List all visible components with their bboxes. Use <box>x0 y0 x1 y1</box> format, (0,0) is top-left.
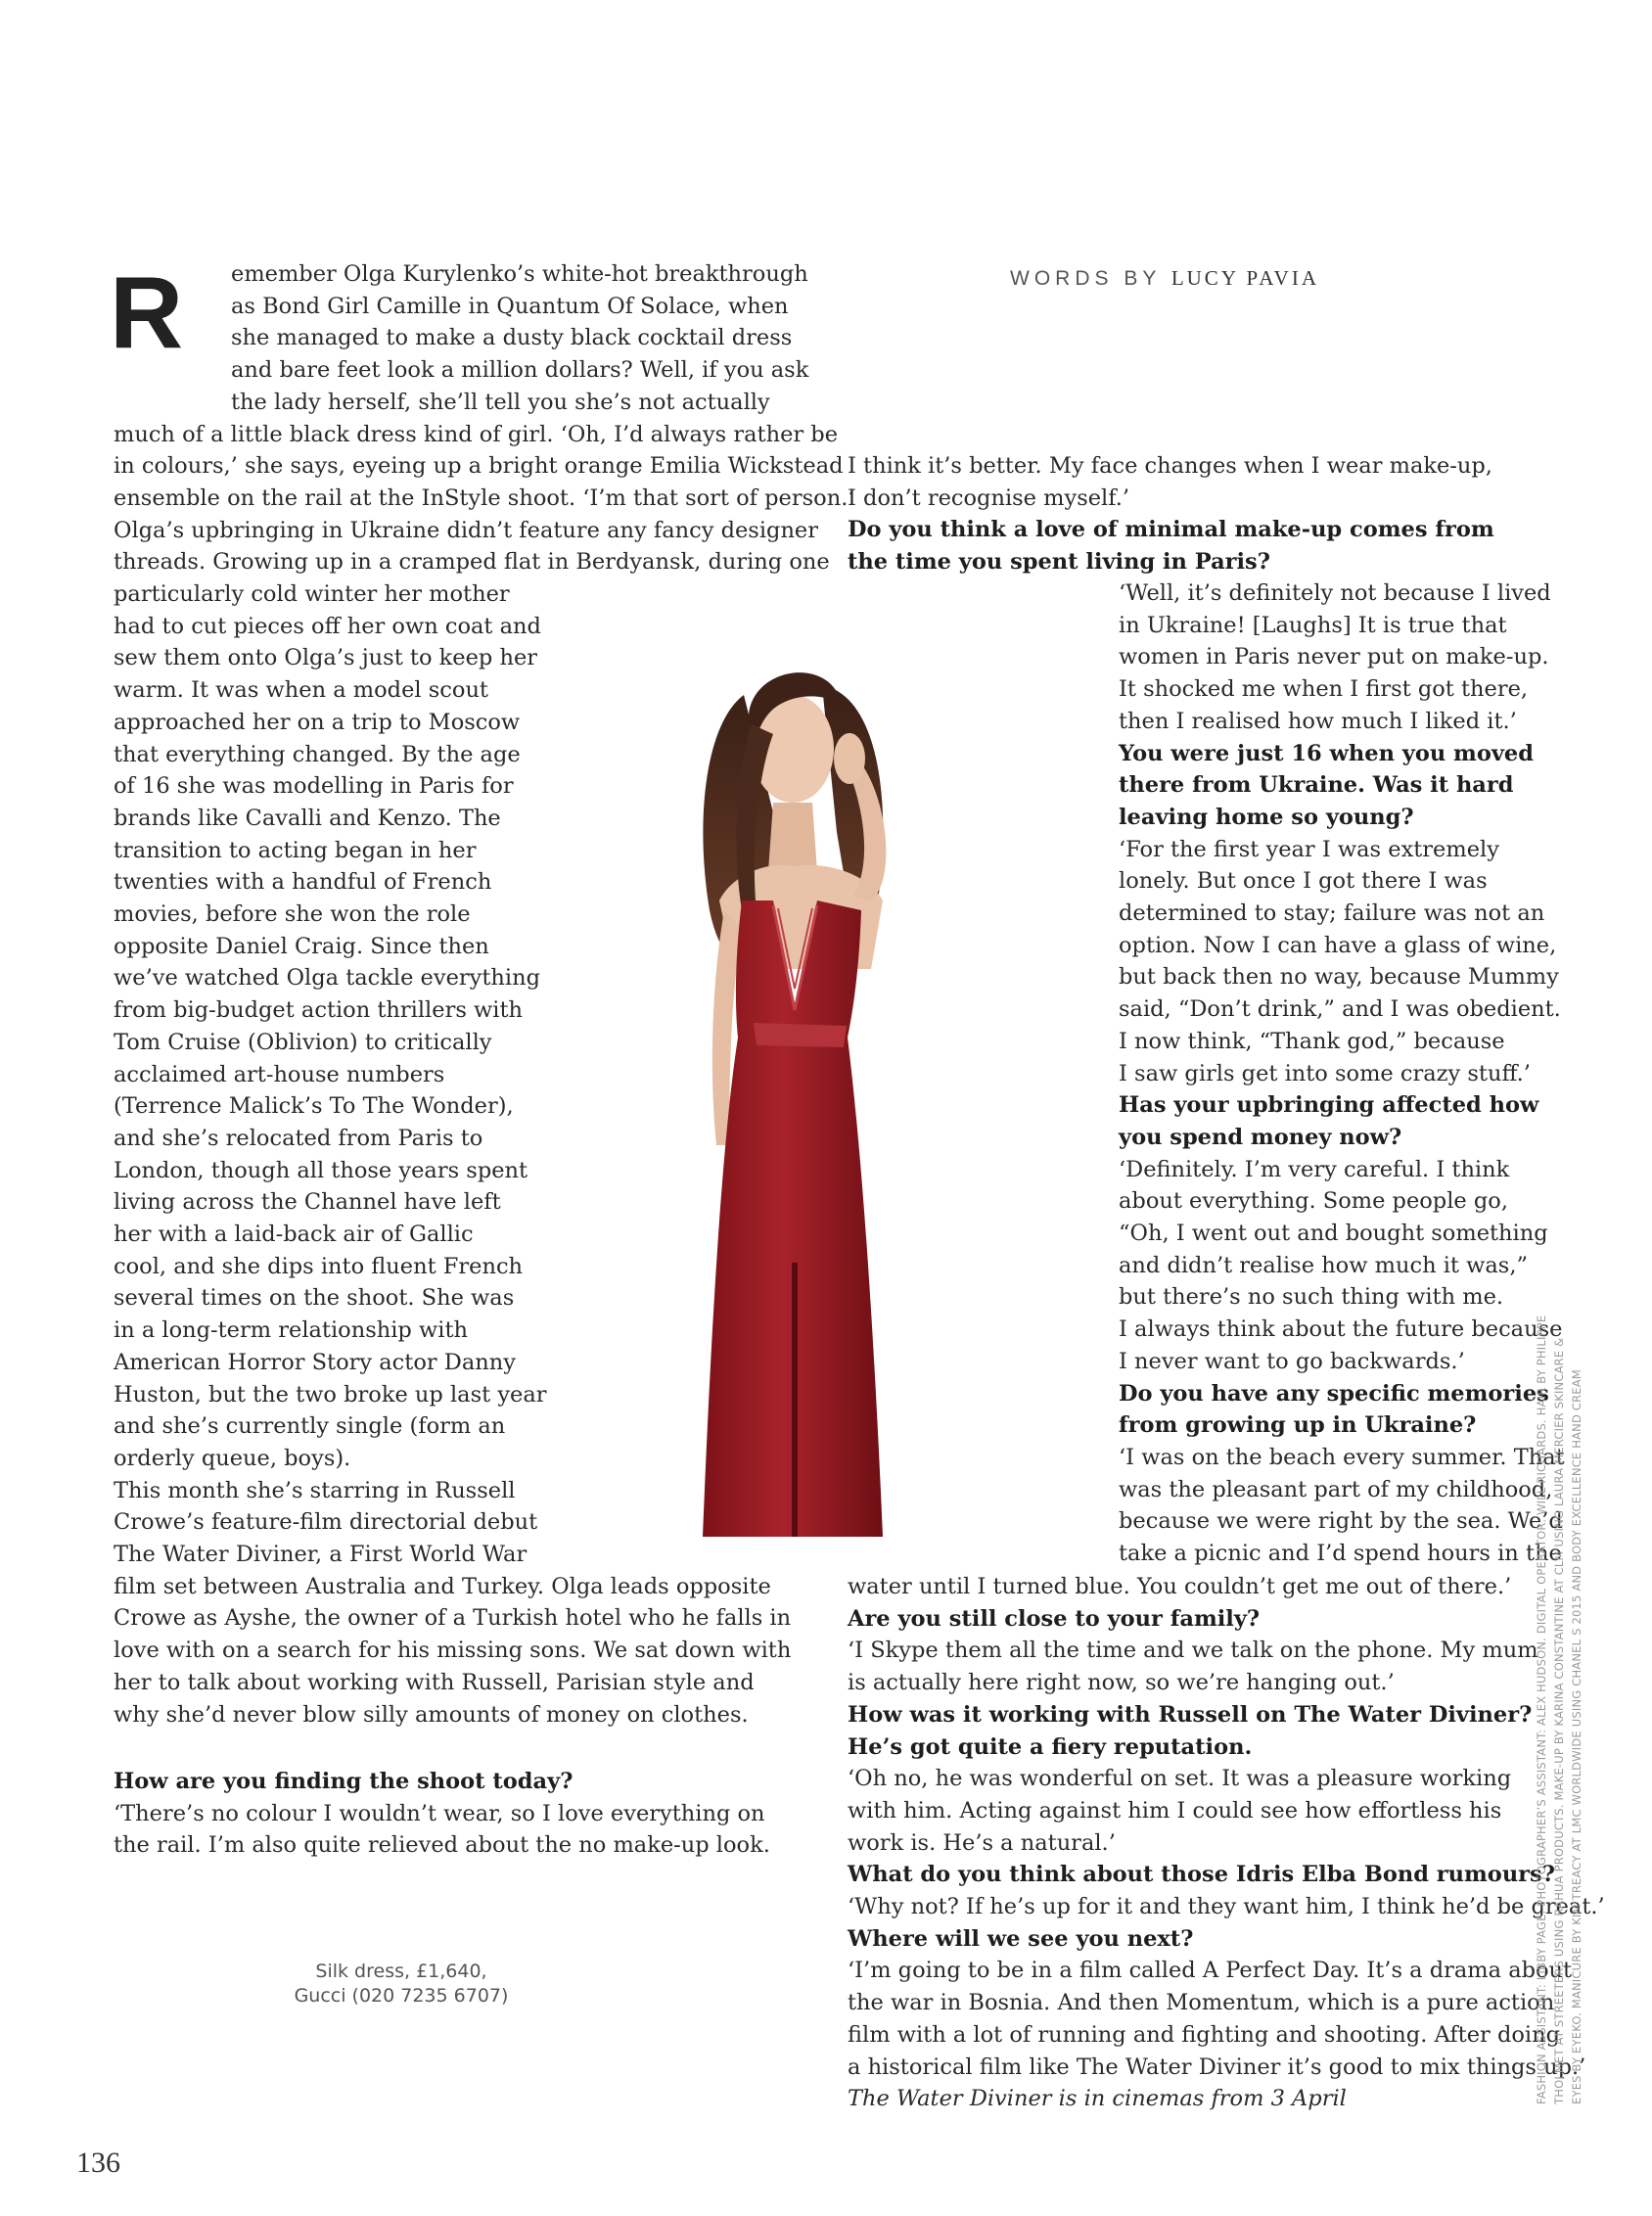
text-line: we’ve watched Olga tackle everything <box>114 965 540 992</box>
text-line: take a picnic and I’d spend hours in the <box>1119 1541 1562 1566</box>
text-line: that everything changed. By the age <box>114 741 521 767</box>
text-line: Crowe as Ayshe, the owner of a Turkish hotel who he falls in <box>114 1605 792 1632</box>
text-line: particularly cold winter her mother <box>114 581 510 607</box>
text-line: much of a little black dress kind of girl. ‘Oh, I’d always rather be <box>114 421 839 447</box>
text-line: film set between Australia and Turkey. Olga leads opposite <box>114 1573 771 1599</box>
text-line: ‘I Skype them all the time and we talk on the phone. My mum <box>848 1638 1538 1664</box>
text-line: orderly queue, boys). <box>114 1445 351 1471</box>
text-line: ensemble on the rail at the InStyle shoot. ‘I’m that sort of person.’ <box>114 485 855 511</box>
text-line: had to cut pieces off her own coat and <box>114 613 541 639</box>
text-line: you spend money now? <box>1119 1124 1402 1150</box>
neck <box>768 803 817 871</box>
text-line: in Ukraine! [Laughs] It is true that <box>1119 612 1507 638</box>
text-line: You were just 16 when you moved <box>1119 740 1534 766</box>
credits-line-2: THOLMET AT STREETERS USING RAHUA PRODUCTS. MAKE-UP BY KARINA CONSTANTINE AT CLM USING LAURA MERCIER SKINCARE & <box>1552 1337 1566 2104</box>
text-line: her with a laid-back air of Gallic <box>114 1222 474 1247</box>
text-line: leaving home so young? <box>1119 804 1414 830</box>
photo-credits <box>1533 1272 1585 2104</box>
text-line: several times on the shoot. She was <box>114 1285 515 1312</box>
text-line: why she’d never blow silly amounts of money on clothes. <box>114 1701 749 1728</box>
text-line: she managed to make a dusty black cocktail dress <box>231 325 793 351</box>
byline <box>1010 266 1319 291</box>
text-line: I don’t recognise myself.’ <box>848 485 1130 511</box>
text-line: sew them onto Olga’s just to keep her <box>114 645 538 671</box>
text-line: her to talk about working with Russell, Parisian style and <box>114 1669 755 1695</box>
credits-line-3: EYES BY EYEKO. MANICURE BY KIM TREACY AT LMC WORLDWIDE USING CHANEL S 2015 AND BODY EXCELLENCE HAND CREAM <box>1570 1369 1583 2104</box>
text-line: He’s got quite a fiery reputation. <box>848 1733 1253 1760</box>
caption-line-2: Gucci (020 7235 6707) <box>294 1985 509 2007</box>
byline-prefix: WORDS BY <box>1010 267 1161 290</box>
text-line: work is. He’s a natural.’ <box>848 1829 1116 1856</box>
text-line: (Terrence Malick’s To The Wonder), <box>114 1093 514 1120</box>
model-photo <box>626 656 979 1537</box>
caption-line-1: Silk dress, £1,640, <box>315 1961 487 1982</box>
text-line: I now think, “Thank god,” because <box>1119 1028 1505 1054</box>
text-line: because we were right by the sea. We’d <box>1119 1508 1563 1535</box>
text-line: of 16 she was modelling in Paris for <box>114 773 514 800</box>
text-line: from big-budget action thrillers with <box>114 997 524 1024</box>
text-line: as Bond Girl Camille in Quantum Of Solace, when <box>231 293 789 319</box>
text-line: then I realised how much I liked it.’ <box>1119 708 1517 734</box>
text-line: in a long-term relationship with <box>114 1317 468 1344</box>
text-line: brands like Cavalli and Kenzo. The <box>114 805 501 831</box>
text-line: This month she’s starring in Russell <box>114 1477 516 1503</box>
text-line: from growing up in Ukraine? <box>1119 1412 1477 1439</box>
text-line: Tom Cruise (Oblivion) to critically <box>114 1029 492 1055</box>
text-line: is actually here right now, so we’re hanging out.’ <box>848 1670 1395 1696</box>
text-line: the time you spent living in Paris? <box>848 549 1270 576</box>
text-line: and bare feet look a million dollars? Well, if you ask <box>231 357 809 384</box>
text-line: ‘Well, it’s definitely not because I lived <box>1119 580 1551 606</box>
text-line: in colours,’ she says, eyeing up a bright orange Emilia Wickstead <box>114 453 844 480</box>
text-line: Do you think a love of minimal make-up comes from <box>848 517 1494 543</box>
text-line: London, though all those years spent <box>114 1157 528 1183</box>
text-line: “Oh, I went out and bought something <box>1119 1221 1548 1246</box>
text-line: threads. Growing up in a cramped flat in Berdyansk, during one <box>114 549 830 576</box>
text-line: I never want to go backwards.’ <box>1119 1348 1465 1374</box>
text-line: The Water Diviner is in cinemas from 3 April <box>848 2086 1347 2112</box>
text-line: the rail. I’m also quite relieved about the no make-up look. <box>114 1832 770 1859</box>
text-line: option. Now I can have a glass of wine, <box>1119 932 1557 958</box>
text-line: lonely. But once I got there I was <box>1119 868 1488 895</box>
text-line: the war in Bosnia. And then Momentum, which is a pure action <box>848 1990 1555 2016</box>
text-line: movies, before she won the role <box>114 901 471 927</box>
text-line: a historical film like The Water Diviner it’s good to mix things up.’ <box>848 2054 1586 2080</box>
text-line: I think it’s better. My face changes when I wear make-up, <box>848 453 1492 479</box>
text-line: ‘For the first year I was extremely <box>1119 836 1499 862</box>
hand <box>834 733 865 784</box>
text-line: opposite Daniel Craig. Since then <box>114 933 489 959</box>
credits-line-1: FASHION ASSISTANT: LIBBY PAGE. PHOTOGRAPHER’S ASSISTANT: ALEX HUDSON. DIGITAL OPERATOR: WILL RICHARDS. HAIR BY PHILIPPE <box>1535 1315 1548 2104</box>
text-line: American Horror Story actor Danny <box>114 1349 516 1375</box>
text-line: What do you think about those Idris Elba Bond rumours? <box>848 1862 1555 1888</box>
text-line: ‘I’m going to be in a film called A Perfect Day. It’s a drama about <box>848 1958 1573 1984</box>
text-line: love with on a search for his missing sons. We sat down with <box>114 1638 792 1664</box>
text-line: with him. Acting against him I could see how effortless his <box>848 1797 1502 1824</box>
photo-caption <box>245 1960 558 2008</box>
text-line: cool, and she dips into fluent French <box>114 1253 524 1279</box>
text-line: twenties with a handful of French <box>114 869 492 896</box>
text-line: acclaimed art-house numbers <box>114 1061 445 1087</box>
text-line: and didn’t realise how much it was,” <box>1119 1252 1528 1278</box>
text-line: transition to acting began in her <box>114 837 477 863</box>
text-line: ‘I was on the beach every summer. That <box>1119 1444 1565 1470</box>
text-line: Where will we see you next? <box>848 1925 1194 1952</box>
page-number: 136 <box>76 2147 120 2179</box>
text-line: approached her on a trip to Moscow <box>114 709 521 735</box>
text-line: Crowe’s feature-film directorial debut <box>114 1509 538 1536</box>
text-line: The Water Diviner, a First World War <box>114 1542 528 1567</box>
text-line: Olga’s upbringing in Ukraine didn’t feature any fancy designer <box>114 517 818 543</box>
text-line: Are you still close to your family? <box>848 1605 1261 1632</box>
text-line: about everything. Some people go, <box>1119 1188 1508 1215</box>
text-line: ‘Definitely. I’m very careful. I think <box>1119 1156 1510 1182</box>
text-line: there from Ukraine. Was it hard <box>1119 772 1514 799</box>
text-line: and she’s relocated from Paris to <box>114 1125 483 1151</box>
text-line: determined to stay; failure was not an <box>1119 900 1545 926</box>
text-line: the lady herself, she’ll tell you she’s not actually <box>231 389 770 415</box>
text-line: but back then no way, because Mummy <box>1119 964 1559 991</box>
text-line: water until I turned blue. You couldn’t get me out of there.’ <box>848 1574 1512 1599</box>
text-line: and she’s currently single (form an <box>114 1413 506 1440</box>
text-line: but there’s no such thing with me. <box>1119 1284 1504 1311</box>
drop-cap: R <box>110 256 184 370</box>
text-line: Has your upbringing affected how <box>1119 1092 1539 1119</box>
text-line: How was it working with Russell on The Water Diviner? <box>848 1701 1533 1728</box>
text-line: Do you have any specific memories <box>1119 1380 1549 1407</box>
text-line: ‘Why not? If he’s up for it and they want him, I think he’d be great.’ <box>848 1894 1605 1919</box>
text-line: Huston, but the two broke up last year <box>114 1381 547 1408</box>
text-line: ‘There’s no colour I wouldn’t wear, so I love everything on <box>114 1800 765 1826</box>
text-line: It shocked me when I first got there, <box>1119 676 1529 703</box>
text-line: I always think about the future because <box>1119 1316 1563 1343</box>
text-line: emember Olga Kurylenko’s white-hot breakthrough <box>231 261 808 287</box>
text-line: living across the Channel have left <box>114 1189 501 1216</box>
text-line: said, “Don’t drink,” and I was obedient. <box>1119 996 1561 1023</box>
text-line: was the pleasant part of my childhood, <box>1119 1476 1553 1502</box>
text-line: warm. It was when a model scout <box>114 677 488 704</box>
byline-author: LUCY PAVIA <box>1170 266 1319 290</box>
text-line: women in Paris never put on make-up. <box>1119 644 1549 670</box>
text-line: ‘Oh no, he was wonderful on set. It was a pleasure working <box>848 1766 1512 1792</box>
text-line: I saw girls get into some crazy stuff.’ <box>1119 1060 1531 1086</box>
text-line: film with a lot of running and fighting and shooting. After doing <box>848 2021 1560 2048</box>
text-line: How are you finding the shoot today? <box>114 1769 574 1794</box>
